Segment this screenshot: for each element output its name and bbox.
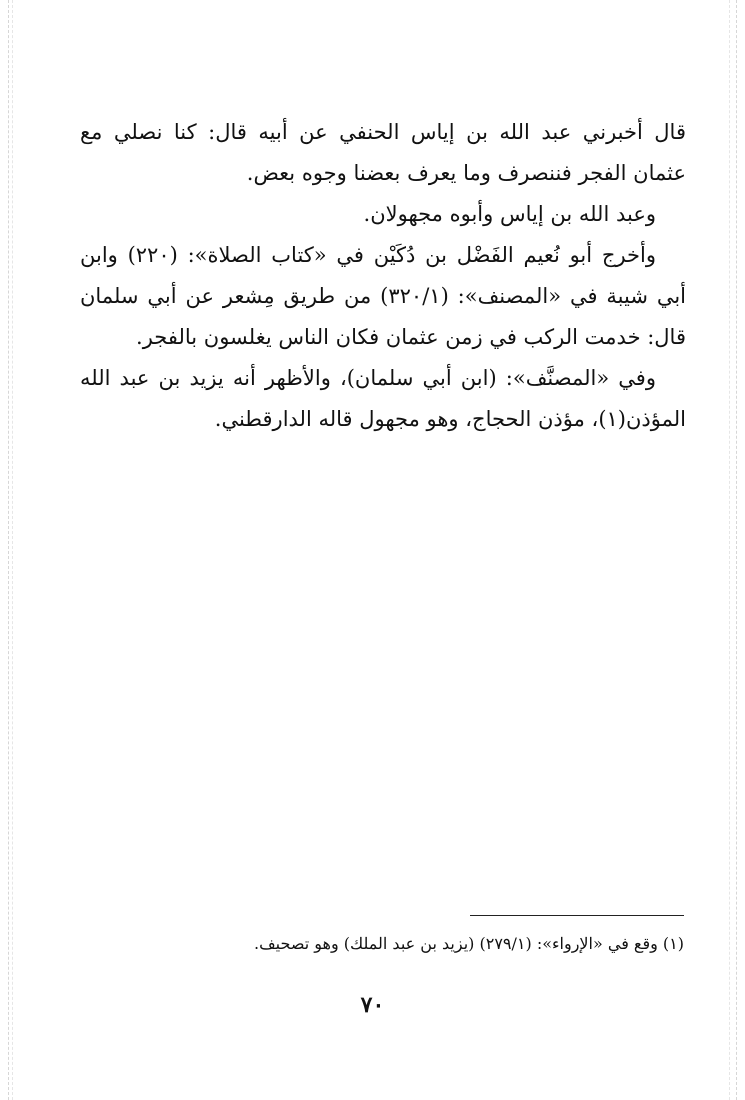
paragraph-hadith-report: قال أخبرني عبد الله بن إياس الحنفي عن أبيه قال: كنا نصلي مع عثمان الفجر فننصرف وما يعرف بعضنا وجوه بعض. (80, 120, 686, 185)
paragraph-other-sources: وأخرج أبو نُعيم الفَضْل بن دُكَيْن في «كتاب الصلاة»: (٢٢٠) وابن أبي شيبة في «المصنف»: (٣٢٠/١) من طريق مِشعر عن أبي سلمان قال: خدمت الركب في زمن عثمان فكان الناس يغلسون بالفجر. (80, 243, 687, 349)
paragraph-musannaf-note: وفي «المصنَّف»: (ابن أبي سلمان)، والأظهر أنه يزيد بن عبد الله المؤذن(١)، مؤذن الحجاج، وهو مجهول قاله الدارقطني. (80, 366, 686, 431)
paragraph-narrators-unknown: وعبد الله بن إياس وأبوه مجهولان. (363, 202, 656, 226)
main-text (80, 112, 686, 440)
footnote-separator (470, 915, 684, 916)
page-number: ٧٠ (360, 992, 385, 1018)
scan-edge-right-inner (729, 0, 730, 1100)
footnote: (١) وقع في «الإرواء»: (٢٧٩/١) (يزيد بن عبد الملك) وهو تصحيف. (254, 934, 684, 953)
scan-edge-right (736, 0, 737, 1100)
scan-edge-left-inner (12, 0, 13, 1100)
scan-edge-left (8, 0, 9, 1100)
